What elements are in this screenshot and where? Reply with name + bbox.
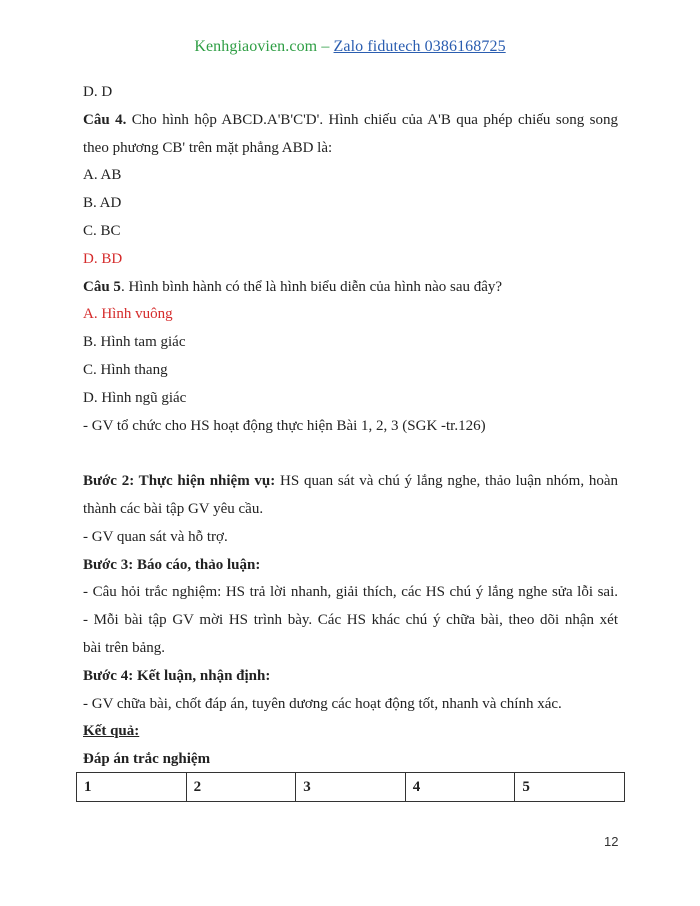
- answer-table-cell: 1: [77, 773, 187, 802]
- page-header: [0, 38, 700, 56]
- question-5-option-a-correct: A. Hình vuông: [83, 306, 173, 323]
- answer-option-d-prev: D. D: [83, 84, 113, 100]
- question-4-line-2: theo phương CB' trên mặt phẳng ABD là:: [83, 139, 333, 156]
- answer-table-cell: 2: [186, 773, 296, 802]
- step-4-line-1: - GV chữa bài, chốt đáp án, tuyên dương các hoạt động tốt, nhanh và chính xác.: [83, 695, 562, 712]
- page-number: 12: [604, 834, 619, 849]
- question-4-option-d-correct: D. BD: [83, 250, 123, 267]
- answer-table-cell: 3: [296, 773, 406, 802]
- result-label: Kết quả:: [83, 723, 140, 740]
- question-4-label: Câu 4.: [83, 111, 127, 128]
- answer-heading: Đáp án trắc nghiệm: [83, 751, 211, 768]
- question-5-option-d: D. Hình ngũ giác: [83, 389, 187, 406]
- document-body: [83, 79, 618, 774]
- step-2-line-1: [83, 468, 618, 496]
- question-5-line: [83, 274, 618, 302]
- header-site-name: Kenhgiaovien.com: [194, 38, 318, 55]
- question-4-option-b: B. AD: [83, 195, 122, 212]
- header-dash: –: [317, 38, 334, 55]
- gv-task-line: - GV tổ chức cho HS hoạt động thực hiện Bài 1, 2, 3 (SGK -tr.126): [83, 417, 486, 434]
- step-2-gv-line: - GV quan sát và hỗ trợ.: [83, 528, 228, 545]
- answer-table: [76, 772, 625, 802]
- answer-table-cell: 5: [515, 773, 625, 802]
- question-5-label: Câu 5: [83, 278, 121, 295]
- step-2-label: Bước 2: Thực hiện nhiệm vụ:: [83, 473, 276, 490]
- question-4-text: Cho hình hộp ABCD.A'B'C'D'. Hình chiếu của A'B qua phép chiếu song song: [126, 111, 618, 128]
- answer-table-header-row: [77, 773, 625, 802]
- step-2-text: HS quan sát và chú ý lắng nghe, thảo luận nhóm, hoàn: [275, 473, 618, 490]
- step-3-line-2: - Mỗi bài tập GV mời HS trình bày. Các HS khác chú ý chữa bài, theo dõi nhận xét: [83, 612, 618, 629]
- step-3-label: Bước 3: Báo cáo, thảo luận:: [83, 556, 261, 573]
- step-2-line-2: thành các bài tập GV yêu cầu.: [83, 500, 264, 517]
- header-zalo-link[interactable]: Zalo fidutech 0386168725: [333, 38, 506, 55]
- question-5-text: . Hình bình hành có thể là hình biểu diễn của hình nào sau đây?: [120, 278, 503, 295]
- question-4-option-a: A. AB: [83, 167, 122, 184]
- step-4-label: Bước 4: Kết luận, nhận định:: [83, 667, 271, 684]
- question-4-line-1: [83, 107, 618, 135]
- question-5-option-c: C. Hình thang: [83, 361, 168, 378]
- step-3-line-1: - Câu hỏi trắc nghiệm: HS trả lời nhanh, giải thích, các HS chú ý lắng nghe sửa lỗi sai.: [83, 584, 618, 601]
- answer-table-cell: 4: [405, 773, 515, 802]
- question-4-option-c: C. BC: [83, 222, 121, 239]
- question-5-option-b: B. Hình tam giác: [83, 334, 186, 351]
- blank-gap: [83, 440, 618, 468]
- step-3-line-3: bài trên bảng.: [83, 639, 166, 656]
